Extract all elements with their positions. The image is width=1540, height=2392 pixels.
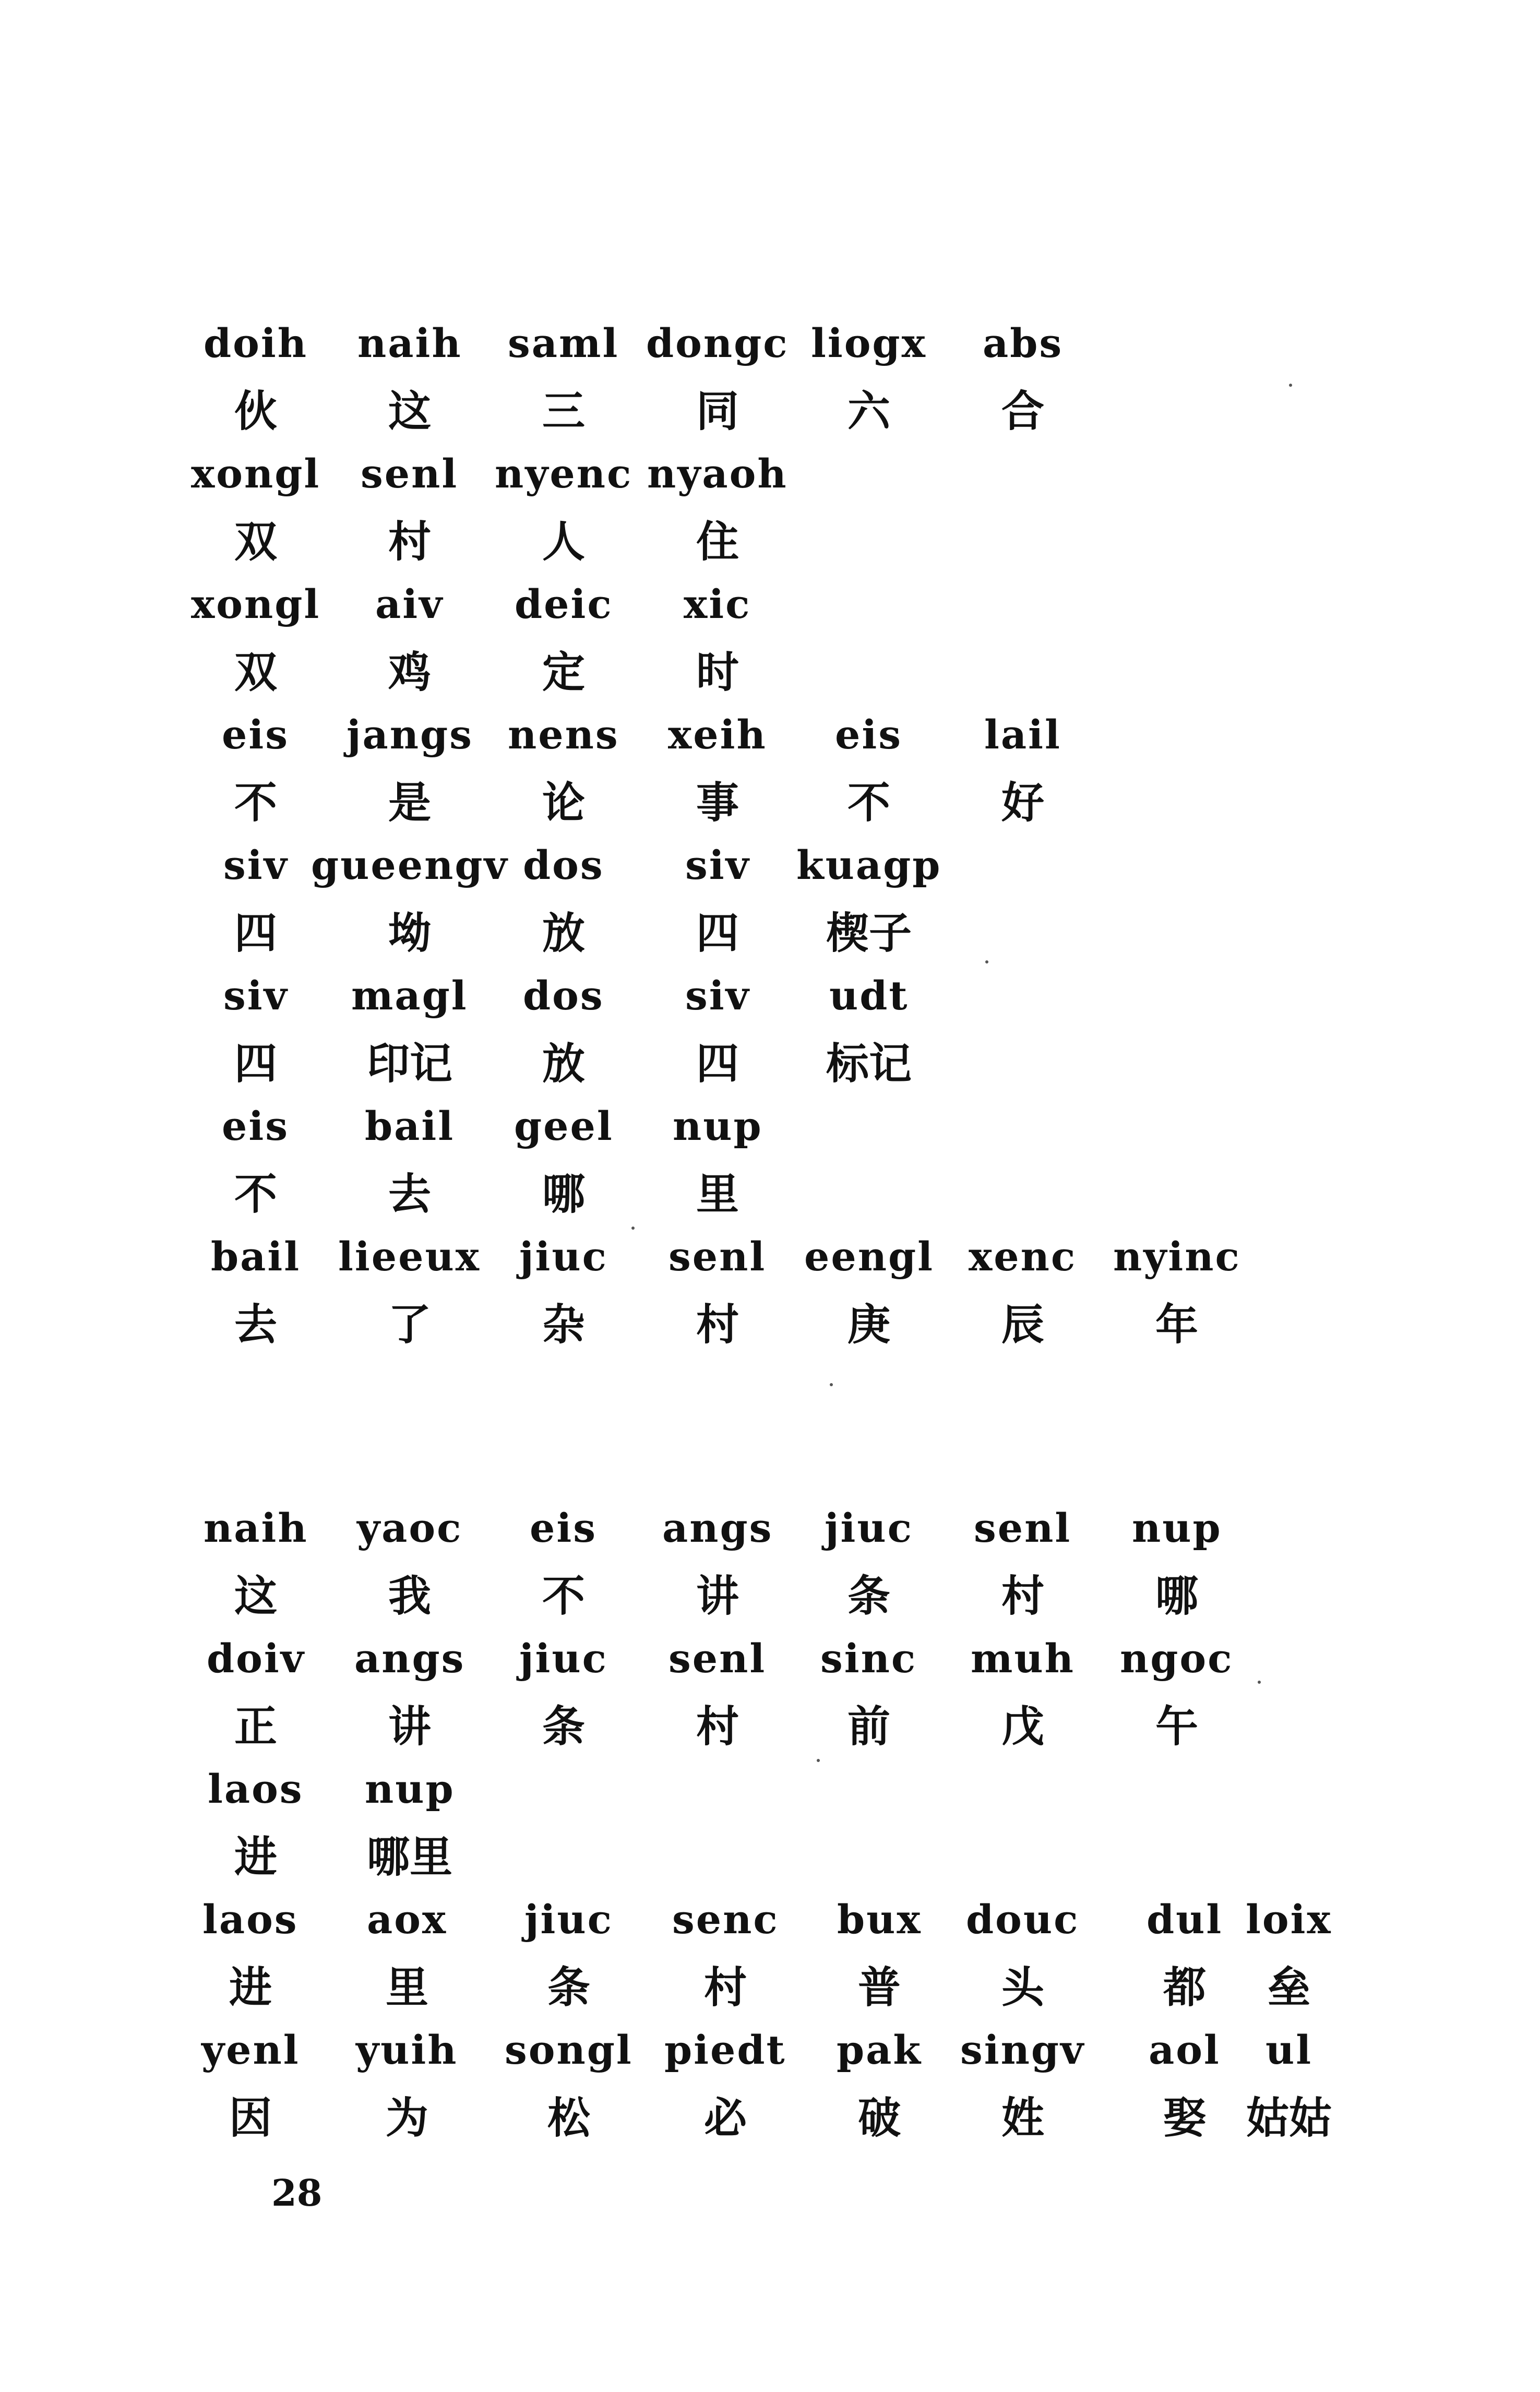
romanized-word: dongc bbox=[646, 320, 789, 366]
romanized-word: kuagp bbox=[796, 842, 942, 888]
romanized-word: pak bbox=[837, 2027, 923, 2073]
romanized-word: eis bbox=[222, 711, 290, 758]
chinese-gloss: 条 bbox=[547, 1963, 591, 2013]
scan-speck bbox=[1258, 1681, 1261, 1684]
romanized-word: dos bbox=[523, 972, 604, 1019]
chinese-gloss: 去 bbox=[234, 1300, 278, 1350]
romanized-word: ngoc bbox=[1120, 1635, 1234, 1682]
scan-speck bbox=[631, 1227, 635, 1230]
romanized-word: douc bbox=[966, 1896, 1080, 1943]
romanized-word: dos bbox=[523, 842, 604, 888]
romanized-word: bux bbox=[837, 1896, 922, 1943]
chinese-gloss: 这 bbox=[234, 1572, 278, 1621]
chinese-gloss: 不 bbox=[234, 1170, 278, 1219]
romanized-word: geel bbox=[514, 1103, 614, 1149]
chinese-gloss: 了 bbox=[388, 1300, 432, 1350]
chinese-gloss: 娶 bbox=[1163, 2093, 1207, 2143]
romanized-word: loix bbox=[1246, 1896, 1332, 1943]
chinese-gloss: 四 bbox=[234, 909, 278, 958]
romanized-word: songl bbox=[505, 2027, 633, 2073]
chinese-gloss: 前 bbox=[847, 1702, 891, 1752]
romanized-word: eis bbox=[835, 711, 903, 758]
chinese-gloss: 不 bbox=[234, 778, 278, 828]
romanized-word: angs bbox=[354, 1635, 465, 1682]
chinese-gloss: 标记 bbox=[826, 1039, 912, 1089]
romanized-word: laos bbox=[202, 1896, 299, 1943]
chinese-gloss: 条 bbox=[847, 1572, 891, 1621]
romanized-word: aox bbox=[367, 1896, 448, 1943]
chinese-gloss: 辰 bbox=[1001, 1300, 1045, 1350]
romanized-word: angs bbox=[662, 1505, 773, 1551]
scan-speck bbox=[1289, 384, 1292, 387]
romanized-word: jiuc bbox=[825, 1505, 913, 1551]
romanized-word: jiuc bbox=[524, 1896, 613, 1943]
chinese-gloss: 姑姑 bbox=[1246, 2093, 1332, 2143]
chinese-gloss: 松 bbox=[547, 2093, 591, 2143]
romanized-word: nyinc bbox=[1113, 1233, 1241, 1280]
romanized-word: udt bbox=[829, 972, 909, 1019]
romanized-word: doiv bbox=[207, 1635, 305, 1682]
chinese-gloss: 村 bbox=[696, 1300, 739, 1350]
romanized-word: sinc bbox=[820, 1635, 917, 1682]
chinese-gloss: 我 bbox=[388, 1572, 432, 1621]
chinese-gloss: 为 bbox=[386, 2093, 429, 2143]
romanized-word: yaoc bbox=[357, 1505, 463, 1551]
romanized-word: abs bbox=[983, 320, 1064, 366]
romanized-word: bail bbox=[365, 1103, 455, 1149]
romanized-word: senc bbox=[672, 1896, 779, 1943]
romanized-word: aol bbox=[1149, 2027, 1221, 2073]
chinese-gloss: 论 bbox=[542, 778, 586, 828]
chinese-gloss: 午 bbox=[1155, 1702, 1199, 1752]
romanized-word: xeih bbox=[668, 711, 767, 758]
page-number: 28 bbox=[271, 2171, 323, 2215]
chinese-gloss: 人 bbox=[542, 517, 586, 567]
romanized-word: nyenc bbox=[495, 450, 633, 497]
romanized-word: nup bbox=[1132, 1505, 1222, 1551]
chinese-gloss: 破 bbox=[858, 2093, 901, 2143]
chinese-gloss: 定 bbox=[542, 648, 586, 697]
chinese-gloss: 垒 bbox=[1268, 1963, 1311, 2013]
romanized-word: aiv bbox=[375, 581, 444, 627]
romanized-word: naih bbox=[204, 1505, 308, 1551]
romanized-word: saml bbox=[508, 320, 619, 366]
romanized-word: jiuc bbox=[519, 1233, 608, 1280]
chinese-gloss: 正 bbox=[234, 1702, 278, 1752]
chinese-gloss: 三 bbox=[542, 387, 586, 436]
romanized-word: nup bbox=[365, 1766, 455, 1812]
chinese-gloss: 进 bbox=[234, 1832, 278, 1882]
romanized-word: siv bbox=[685, 842, 750, 888]
chinese-gloss: 事 bbox=[696, 778, 739, 828]
chinese-gloss: 合 bbox=[1001, 387, 1045, 436]
chinese-gloss: 都 bbox=[1163, 1963, 1207, 2013]
romanized-word: jiuc bbox=[519, 1635, 608, 1682]
chinese-gloss: 放 bbox=[542, 1039, 586, 1089]
chinese-gloss: 四 bbox=[234, 1039, 278, 1089]
chinese-gloss: 讲 bbox=[696, 1572, 739, 1621]
romanized-word: nup bbox=[673, 1103, 763, 1149]
chinese-gloss: 时 bbox=[696, 648, 739, 697]
romanized-word: liogx bbox=[811, 320, 927, 366]
chinese-gloss: 哪 bbox=[542, 1170, 586, 1219]
romanized-word: lail bbox=[984, 711, 1061, 758]
chinese-gloss: 庚 bbox=[847, 1300, 891, 1350]
chinese-gloss: 村 bbox=[696, 1702, 739, 1752]
scan-speck bbox=[985, 960, 988, 963]
romanized-word: senl bbox=[974, 1505, 1072, 1551]
chinese-gloss: 双 bbox=[234, 648, 278, 697]
chinese-gloss: 条 bbox=[542, 1702, 586, 1752]
scan-speck bbox=[830, 1383, 833, 1386]
chinese-gloss: 同 bbox=[696, 387, 739, 436]
romanized-word: senl bbox=[361, 450, 459, 497]
chinese-gloss: 四 bbox=[696, 909, 739, 958]
chinese-gloss: 村 bbox=[1001, 1572, 1045, 1621]
romanized-word: xenc bbox=[969, 1233, 1077, 1280]
chinese-gloss: 讲 bbox=[388, 1702, 432, 1752]
chinese-gloss: 必 bbox=[704, 2093, 747, 2143]
romanized-word: eis bbox=[530, 1505, 598, 1551]
chinese-gloss: 年 bbox=[1155, 1300, 1199, 1350]
romanized-word: yuih bbox=[356, 2027, 458, 2073]
chinese-gloss: 六 bbox=[847, 387, 891, 436]
chinese-gloss: 去 bbox=[388, 1170, 432, 1219]
chinese-gloss: 四 bbox=[696, 1039, 739, 1089]
romanized-word: senl bbox=[668, 1233, 767, 1280]
chinese-gloss: 因 bbox=[229, 2093, 272, 2143]
chinese-gloss: 放 bbox=[542, 909, 586, 958]
romanized-word: siv bbox=[223, 842, 289, 888]
scan-speck bbox=[817, 1759, 820, 1762]
chinese-gloss: 是 bbox=[388, 778, 432, 828]
chinese-gloss: 里 bbox=[386, 1963, 429, 2013]
romanized-word: gueengv bbox=[311, 842, 509, 888]
romanized-word: bail bbox=[211, 1233, 301, 1280]
romanized-word: ul bbox=[1266, 2027, 1313, 2073]
romanized-word: eengl bbox=[804, 1233, 934, 1280]
romanized-word: naih bbox=[357, 320, 462, 366]
romanized-word: laos bbox=[208, 1766, 304, 1812]
chinese-gloss: 哪 bbox=[1155, 1572, 1199, 1621]
chinese-gloss: 戊 bbox=[1001, 1702, 1045, 1752]
romanized-word: xongl bbox=[191, 581, 321, 627]
chinese-gloss: 楔子 bbox=[826, 909, 912, 958]
chinese-gloss: 双 bbox=[234, 517, 278, 567]
chinese-gloss: 村 bbox=[388, 517, 432, 567]
chinese-gloss: 里 bbox=[696, 1170, 739, 1219]
chinese-gloss: 不 bbox=[847, 778, 891, 828]
chinese-gloss: 好 bbox=[1001, 778, 1045, 828]
romanized-word: singv bbox=[960, 2027, 1085, 2073]
romanized-word: nens bbox=[508, 711, 619, 758]
romanized-word: yenl bbox=[201, 2027, 300, 2073]
chinese-gloss: 鸡 bbox=[388, 648, 432, 697]
romanized-word: xic bbox=[684, 581, 751, 627]
romanized-word: xongl bbox=[191, 450, 321, 497]
romanized-word: muh bbox=[971, 1635, 1075, 1682]
romanized-word: jangs bbox=[347, 711, 473, 758]
romanized-word: dul bbox=[1147, 1896, 1223, 1943]
romanized-word: lieeux bbox=[338, 1233, 481, 1280]
romanized-word: doih bbox=[204, 320, 308, 366]
romanized-word: magl bbox=[351, 972, 468, 1019]
romanized-word: deic bbox=[515, 581, 613, 627]
chinese-gloss: 姓 bbox=[1001, 2093, 1045, 2143]
chinese-gloss: 哪里 bbox=[367, 1832, 453, 1882]
romanized-word: nyaoh bbox=[647, 450, 788, 497]
chinese-gloss: 印记 bbox=[367, 1039, 453, 1089]
chinese-gloss: 进 bbox=[229, 1963, 272, 2013]
chinese-gloss: 杂 bbox=[542, 1300, 586, 1350]
chinese-gloss: 伙 bbox=[234, 387, 278, 436]
chinese-gloss: 坳 bbox=[388, 909, 432, 958]
chinese-gloss: 这 bbox=[388, 387, 432, 436]
romanized-word: eis bbox=[222, 1103, 290, 1149]
romanized-word: piedt bbox=[664, 2027, 786, 2073]
chinese-gloss: 普 bbox=[858, 1963, 901, 2013]
romanized-word: siv bbox=[685, 972, 750, 1019]
romanized-word: senl bbox=[668, 1635, 767, 1682]
chinese-gloss: 住 bbox=[696, 517, 739, 567]
chinese-gloss: 不 bbox=[542, 1572, 586, 1621]
romanized-word: siv bbox=[223, 972, 289, 1019]
chinese-gloss: 村 bbox=[704, 1963, 747, 2013]
chinese-gloss: 头 bbox=[1001, 1963, 1045, 2013]
